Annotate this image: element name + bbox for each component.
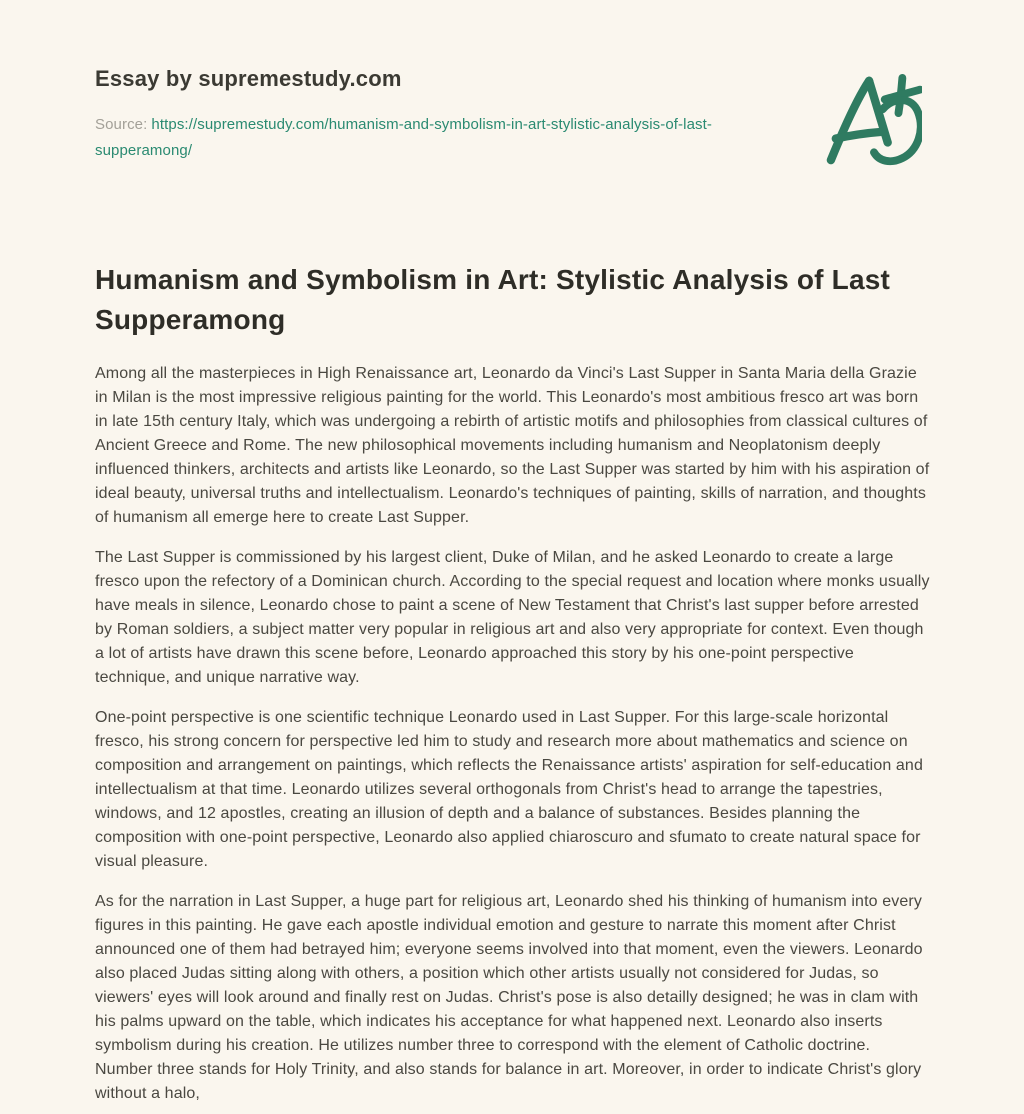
page-header bbox=[95, 66, 930, 166]
source-label: Source: bbox=[95, 116, 148, 133]
essay-paragraph-4: As for the narration in Last Supper, a huge part for religious art, Leonardo shed his thinking of humanism into every figures in this painting. He gave each apostle individual emotion and gesture to narrate this moment after Christ announced one of them had betrayed him; everyone seems involved into that moment, even the viewers. Leonardo also placed Judas sitting along with others, a position which other artists usually not considered for Judas, so viewers' eyes will look around and finally rest on Judas. Christ's pose is also detailly designed; he was in clam with his palms upward on the table, which indicates his acceptance for what happened next. Leonardo also inserts symbolism during his creation. He utilizes number three to correspond with the element of Catholic doctrine. Number three stands for Holy Trinity, and also stands for balance in art. Moreover, in order to indicate Christ's glory without a halo, bbox=[95, 893, 923, 1102]
essay-paragraph-1: Among all the masterpieces in High Renaissance art, Leonardo da Vinci's Last Supper in Santa Maria della Grazie in Milan is the most impressive religious painting for the world. This Leonardo's most ambitious fresco art was born in late 15th century Italy, which was undergoing a rebirth of artistic motifs and philosophies from classical cultures of Ancient Greece and Rome. The new philosophical movements including humanism and Neoplatonism deeply influenced thinkers, architects and artists like Leonardo, so the Last Supper was started by him with his aspiration of ideal beauty, universal truths and intellectualism. Leonardo's techniques of painting, skills of narration, and thoughts of humanism all emerge here to create Last Supper. bbox=[95, 365, 930, 526]
byline: Essay by supremestudy.com bbox=[95, 66, 402, 91]
supremestudy-logo bbox=[824, 72, 922, 166]
a-plus-logo-icon bbox=[824, 72, 922, 166]
essay-content bbox=[95, 260, 930, 1106]
essay-paragraph-3: One-point perspective is one scientific technique Leonardo used in Last Supper. For this large-scale horizontal fresco, his strong concern for perspective led him to study and research more about mathematics and science on composition and arrangement on paintings, which reflects the Renaissance artists' aspiration for self-education and intellectualism at that time. Leonardo utilizes several orthogonals from Christ's head to arrange the tapestries, windows, and 12 apostles, creating an illusion of depth and a balance of substances. Besides planning the composition with one-point perspective, Leonardo also applied chiaroscuro and sfumato to create natural space for visual pleasure. bbox=[95, 709, 923, 870]
source-line bbox=[95, 112, 767, 164]
essay-title: Humanism and Symbolism in Art: Stylistic Analysis of Last Supperamong bbox=[95, 264, 891, 335]
essay-paragraph-2: The Last Supper is commissioned by his largest client, Duke of Milan, and he asked Leonardo to create a large fresco upon the refectory of a Dominican church. According to the special request and location where monks usually have meals in silence, Leonardo chose to paint a scene of New Testament that Christ's last supper before arrested by Roman soldiers, a subject matter very popular in religious art and also very appropriate for context. Even though a lot of artists have drawn this scene before, Leonardo approached this story by his one-point perspective technique, and unique narrative way. bbox=[95, 549, 930, 686]
header-text-block bbox=[95, 66, 767, 164]
source-link[interactable]: https://supremestudy.com/humanism-and-symbolism-in-art-stylistic-analysis-of-last-supperamong/ bbox=[95, 116, 712, 159]
